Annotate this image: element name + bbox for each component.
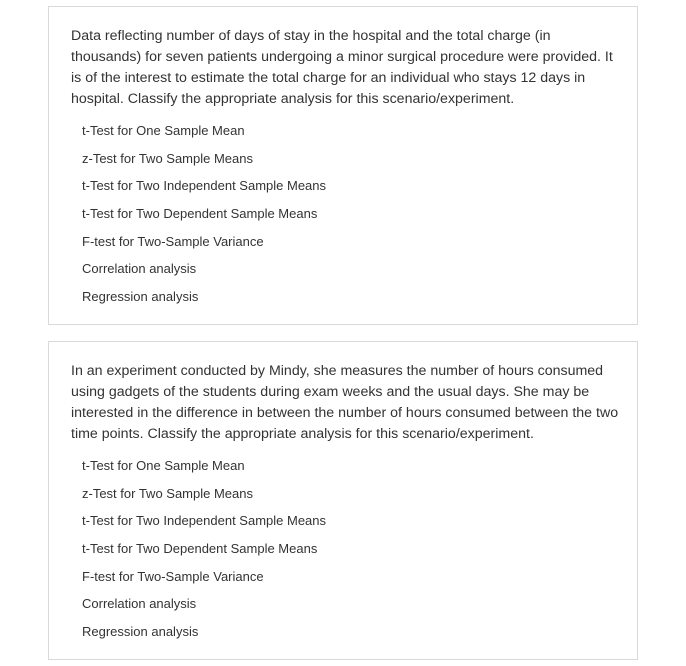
answer-option-correlation[interactable]: Correlation analysis xyxy=(82,596,197,612)
answer-option-one-sample-t[interactable]: t-Test for One Sample Mean xyxy=(82,458,245,473)
answer-option-two-sample-z[interactable]: z-Test for Two Sample Means xyxy=(82,150,253,166)
answer-option-two-sample-z[interactable]: z-Test for Two Sample Means xyxy=(82,485,253,501)
question-prompt: In an experiment conducted by Mindy, she measures the number of hours consumed using gadgets of the students during exam weeks and the usual days. She may be interested in the difference in between the number of hours consumed between the two time points. Classify the appropriate analysis for this scenario/experiment. xyxy=(71,363,619,442)
answer-option-regression[interactable]: Regression analysis xyxy=(82,624,199,640)
answer-option-dependent-t[interactable]: t-Test for Two Dependent Sample Means xyxy=(82,541,318,557)
answer-option-regression[interactable]: Regression analysis xyxy=(82,289,199,305)
answer-option-independent-t[interactable]: t-Test for Two Independent Sample Means xyxy=(82,513,327,529)
answer-option-f-test[interactable]: F-test for Two-Sample Variance xyxy=(82,233,264,249)
question-prompt: Data reflecting number of days of stay in the hospital and the total charge (in thousands) for seven patients undergoing a minor surgical procedure were provided. It is of the interest to estimate the total charge for an individual who stays 12 days in hospital. Classify the appropriate analysis for this scenario/experiment. xyxy=(71,28,613,107)
answer-option-one-sample-t[interactable]: t-Test for One Sample Mean xyxy=(82,123,245,138)
answer-option-independent-t[interactable]: t-Test for Two Independent Sample Means xyxy=(82,178,327,194)
answer-option-dependent-t[interactable]: t-Test for Two Dependent Sample Means xyxy=(82,206,318,222)
answer-option-f-test[interactable]: F-test for Two-Sample Variance xyxy=(82,568,264,584)
answer-option-correlation[interactable]: Correlation analysis xyxy=(82,261,197,277)
question-card-1 xyxy=(48,6,638,325)
answer-options xyxy=(82,455,326,649)
answer-options xyxy=(82,120,326,314)
question-card-2 xyxy=(48,341,638,660)
